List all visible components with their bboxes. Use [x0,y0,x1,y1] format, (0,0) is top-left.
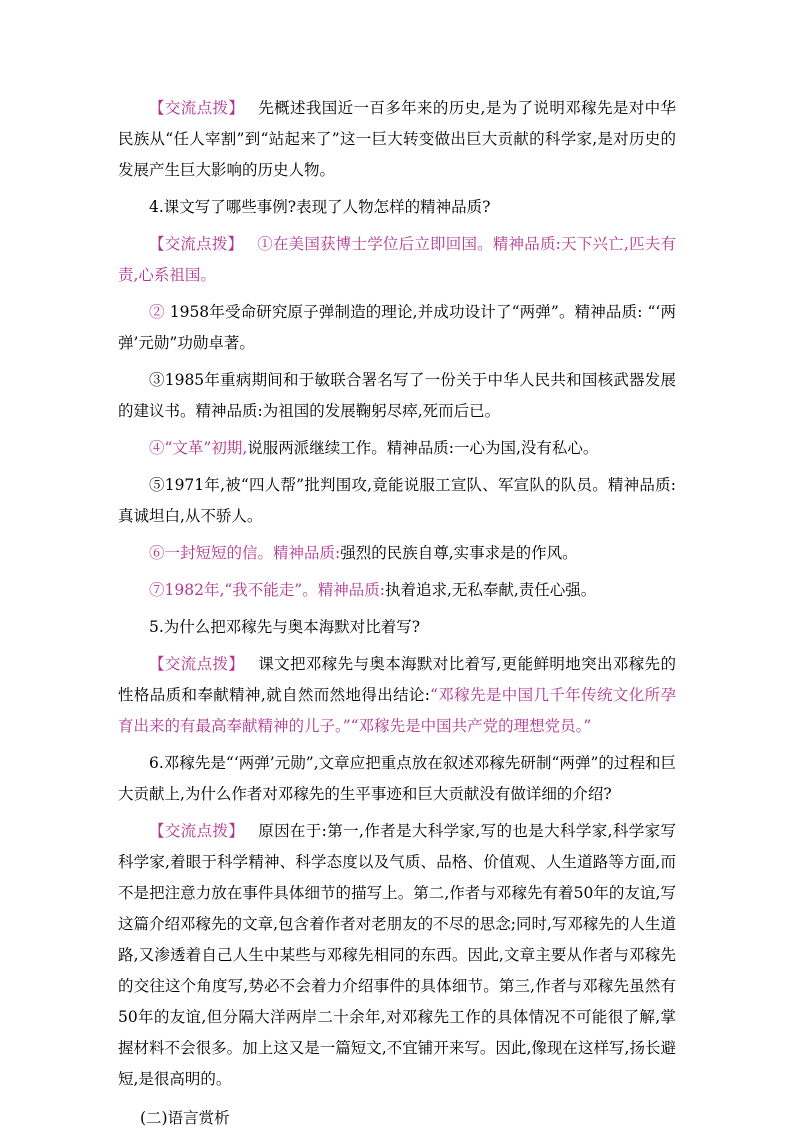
answer-label: 【交流点拨】 [149,99,245,117]
answer-text: 原因在于:第一,作者是大科学家,写的也是大科学家,科学家写科学家,着眼于科学精神、科学态度以及气质、品格、价值观、人生道路等方面,而不是把注意力放在事件具体细节的描写上。第二,作者与邓稼先有着50年的友谊,写这篇介绍邓稼先的文章,包含着作者对老朋友的不尽的思念;同时,写邓稼先的人生道路,又渗透着自己人生中某些与邓稼先相同的东西。因此,文章主要从作者与邓稼先的交往这个角度写,势必不会着力介绍事件的具体细节。第三,作者与邓稼先虽然有50年的友谊,但分隔大洋两岸二十余年,对邓稼先工作的具体情况不可能很了解,掌握材料不会很多。加上这又是一篇短文,不宜铺开来写。因此,像现在这样写,扬长避短,是很高明的。 [118,822,676,1088]
answer-paragraph-p1 [118,93,676,186]
section-heading: (二)语言赏析 [140,1109,230,1127]
answer-text: ①在美国获博士学位后立即回国。精神品质:天下兴亡,匹夫有责,心系祖国。 [118,235,676,284]
answer-item-marker: ⑦1982年,“我不能走”。精神品质: [149,581,385,599]
question-4: 4.课文写了哪些事例?表现了人物怎样的精神品质? [149,198,491,216]
document-content [118,93,676,1134]
answer-paragraph-q5 [118,649,676,742]
answer-item-marker: ② [149,303,165,321]
answer-text: 说服两派继续工作。精神品质:一心为国,没有私心。 [247,439,599,457]
answer-item-4 [118,433,676,464]
answer-item-2 [118,297,676,359]
answer-text: ⑥一封短短的信。精神品质: [149,544,341,562]
answer-item-5: ⑤1971年,被“四人帮”批判围攻,竟能说服工宣队、军宣队的队员。精神品质:真诚坦白,从不骄人。 [118,476,676,525]
answer-item-6 [118,538,676,569]
answer-item-7 [118,575,676,606]
answer-label: 【交流点拨】 [149,235,244,253]
answer-item-3: ③1985年重病期间和于敏联合署名写了一份关于中华人民共和国核武器发展的建议书。精神品质:为祖国的发展鞠躬尽瘁,死而后已。 [118,371,676,420]
answer-text: 1958年受命研究原子弹制造的理论,并成功设计了“两弹”。精神品质: “‘两弹’元勋”功勋卓著。 [118,303,676,352]
answer-text: 先概述我国近一百多年来的历史,是为了说明邓稼先是对中华民族从“任人宰割”到“站起来了”这一巨大转变做出巨大贡献的科学家,是对历史的发展产生巨大影响的历史人物。 [118,99,676,179]
answer-label: 【交流点拨】 [149,822,245,840]
answer-item-marker: ④“文革”初期, [149,439,248,457]
question-5: 5.为什么把邓稼先与奥本海默对比着写? [149,618,421,636]
question-6: 6.邓稼先是“‘两弹’元勋”,文章应把重点放在叙述邓稼先研制“两弹”的过程和巨大贡献上,为什么作者对邓稼先的生平事迹和巨大贡献没有做详细的介绍? [118,754,676,803]
answer-paragraph-q6 [118,816,676,1095]
answer-text: 执着追求,无私奉献,责任心强。 [384,581,597,599]
answer-text: 课文把邓稼先与奥本海默对比着写,更能鲜明地突出邓稼先的性格品质和奉献精神,就自然而然地得出结论: [118,655,676,704]
answer-quote: “邓稼先是中国几千年传统文化所孕育出来的有最高奉献精神的儿子。”“邓稼先是中国共产党的理想党员。” [118,686,676,735]
answer-text: 强烈的民族自尊,实事求是的作风。 [340,544,578,562]
answer-label: 【交流点拨】 [149,655,245,673]
answer-paragraph-q4-item-1 [118,229,676,291]
